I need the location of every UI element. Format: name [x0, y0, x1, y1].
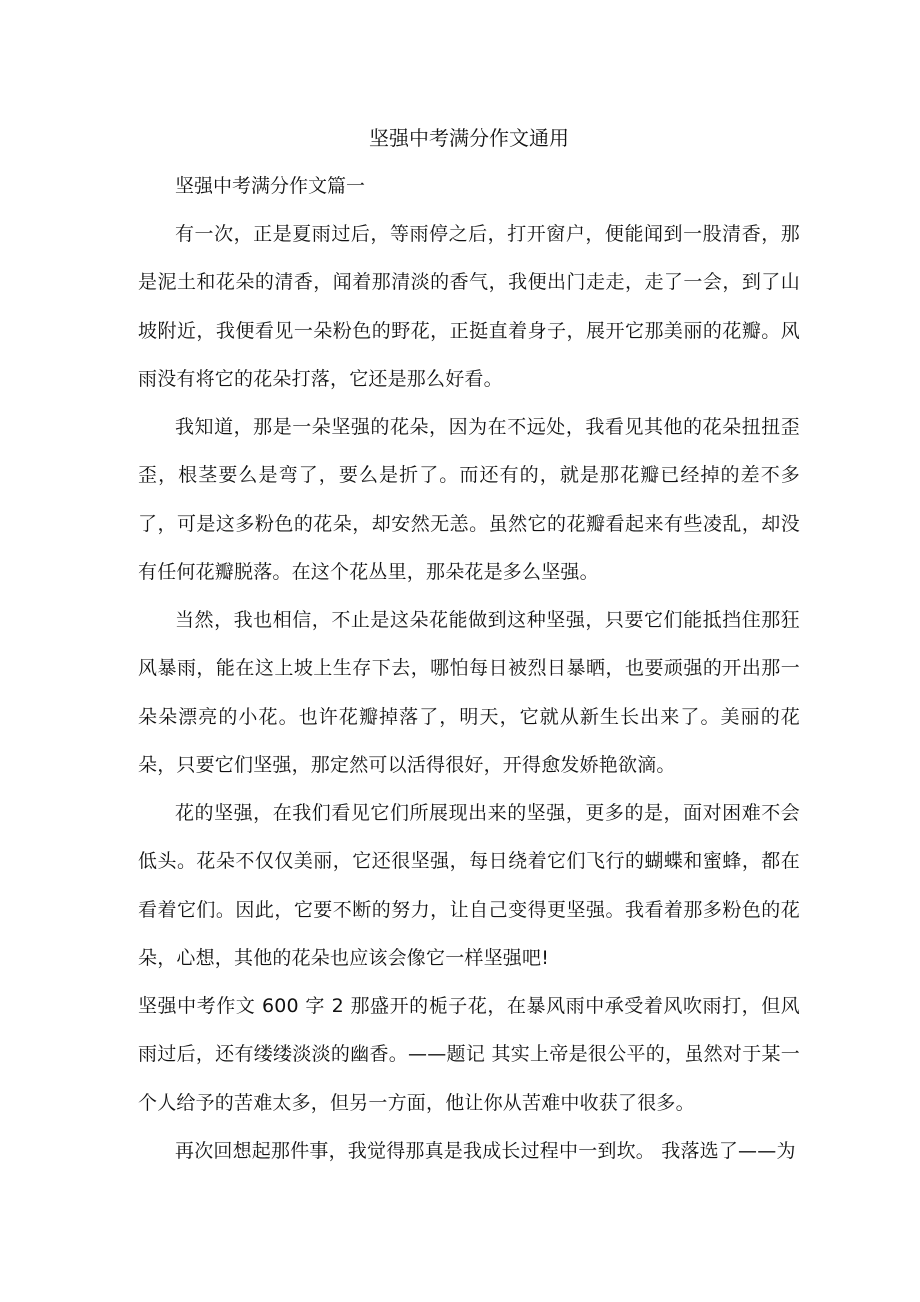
paragraph-4: 花的坚强，在我们看见它们所展现出来的坚强，更多的是，面对困难不会低头。花朵不仅仅美丽，它还很坚强，每日绕着它们飞行的蝴蝶和蜜蜂，都在看着它们。因此，它要不断的努力，让自己变得更坚强。我看着那多粉色的花朵，心想，其他的花朵也应该会像它一样坚强吧!: [138, 802, 800, 969]
paragraph-2: 我知道，那是一朵坚强的花朵，因为在不远处，我看见其他的花朵扭扭歪歪，根茎要么是弯了，要么是折了。而还有的，就是那花瓣已经掉的差不多了，可是这多粉色的花朵，却安然无恙。虽然它的花瓣看起来有些凌乱，却没有任何花瓣脱落。在这个花丛里，那朵花是多么坚强。: [138, 416, 800, 583]
paragraph-6: 再次回想起那件事，我觉得那真是我成长过程中一到坎。 我落选了——为: [175, 1140, 796, 1162]
paragraph-1: 有一次，正是夏雨过后，等雨停之后，打开窗户，便能闻到一股清香，那是泥土和花朵的清香，闻着那清淡的香气，我便出门走走，走了一会，到了山坡附近，我便看见一朵粉色的野花，正挺直着身子，展开它那美丽的花瓣。风雨没有将它的花朵打落，它还是那么好看。: [138, 223, 800, 390]
section-heading: 坚强中考满分作文篇一: [175, 175, 366, 197]
document-title: 坚强中考满分作文通用: [369, 126, 569, 150]
paragraph-3: 当然，我也相信，不止是这朵花能做到这种坚强，只要它们能抵挡住那狂风暴雨，能在这上坡上生存下去，哪怕每日被烈日暴晒，也要顽强的开出那一朵朵漂亮的小花。也许花瓣掉落了，明天，它就从新生长出来了。美丽的花朵，只要它们坚强，那定然可以活得很好，开得愈发娇艳欲滴。: [138, 609, 800, 776]
paragraph-5: 坚强中考作文 600 字 2 那盛开的栀子花，在暴风雨中承受着风吹雨打，但风雨过后，还有缕缕淡淡的幽香。——题记 其实上帝是很公平的，虽然对于某一个人给予的苦难太多，但另一方面，他让你从苦难中收获了很多。: [138, 995, 800, 1114]
